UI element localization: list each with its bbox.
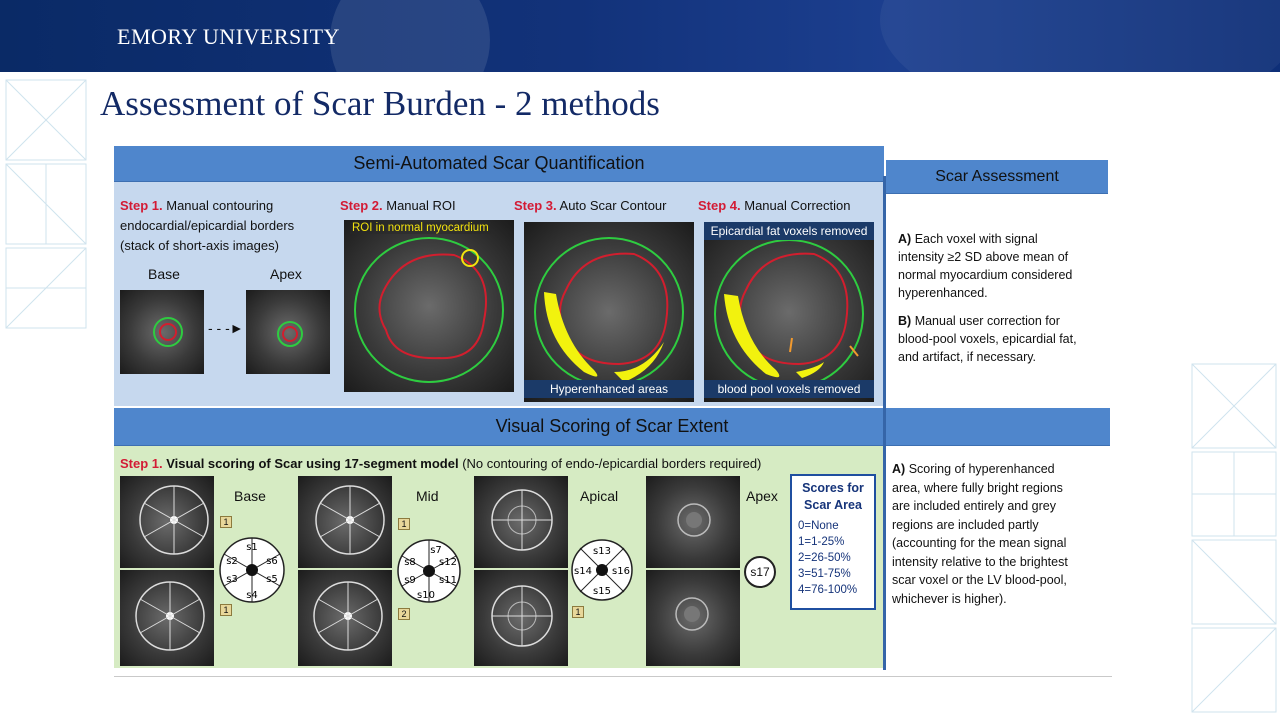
visual-scoring-description: A) Scoring of hyperenhanced area, where fully bright regions are included entirely and grey regions are included partly (accounting for the mean signal intensity relative to the brightest scar voxel or the LV blood-pool, whichever is higher). [892,462,1068,606]
segment-label: s13 [593,546,611,557]
step4-top-overlay: Epicardial fat voxels removed [704,222,874,240]
roi-overlay-label: ROI in normal myocardium [352,222,489,234]
segment-label: s8 [404,557,416,568]
apex-level-mri-bottom [646,570,740,666]
mid-level-mri-bottom [298,570,392,666]
step4-caption: blood pool voxels removed [704,380,874,398]
step3-title: Step 3. Auto Scar Contour [514,198,667,213]
apical-bullseye [570,538,634,602]
scores-legend: Scores for Scar Area 0=None 1=1-25% 2=26-50% 3=51-75% 4=76-100% [790,474,876,610]
scar-assessment-header: Scar Assessment [886,160,1108,194]
assessment-b-text: B) Manual user correction for blood-pool voxels, epicardial fat, and artifact, if necessary. [898,314,1077,364]
step2-mri-image [344,220,514,392]
slide-title: Assessment of Scar Burden - 2 methods [100,84,660,123]
segment-label: s16 [612,566,630,577]
segment-label: s10 [417,590,435,601]
base-mri-image [120,290,204,374]
score-marker: 1 [220,604,232,616]
segment-label: s7 [430,545,442,556]
university-logo-text: EMORY UNIVERSITY [117,24,340,49]
score-item: 0=None [798,520,839,532]
score-marker: 1 [398,518,410,530]
apex-level-mri-top [646,476,740,568]
segment-label: s3 [226,574,238,585]
apical-level-label: Apical [580,488,619,504]
segment-label: s15 [593,586,611,597]
decorative-pattern-left [0,72,92,334]
base-level-mri-bottom [120,570,214,666]
score-marker: 1 [220,516,232,528]
score-marker: 1 [572,606,584,618]
apex-label: Apex [270,266,302,282]
apex-mri-image [246,290,330,374]
segment-label: s1 [246,542,258,553]
score-marker: 2 [398,608,410,620]
step4-title: Step 4. Manual Correction [698,198,851,213]
footer-rule [114,676,1112,677]
score-item: 1=1-25% [798,536,845,548]
segment-label: s4 [246,590,258,601]
mid-level-label: Mid [416,488,439,504]
segment-label: s14 [574,566,592,577]
base-level-mri-top [120,476,214,568]
assessment-a-text: A) Each voxel with signal intensity ≥2 SD above mean of normal myocardium considered hyperenhanced. [898,232,1073,300]
apical-level-mri-bottom [474,570,568,666]
mid-level-mri-top [298,476,392,568]
score-item: 2=26-50% [798,552,851,564]
step4-mri-image [704,222,874,402]
base-bullseye [218,536,286,604]
base-level-label: Base [234,488,266,504]
segment-label: s11 [439,575,457,586]
score-item: 3=51-75% [798,568,851,580]
step3-mri-image [524,222,694,402]
apex-level-label: Apex [746,488,778,504]
segment-label: s2 [226,556,238,567]
segment-label: s12 [439,557,457,568]
banner-decoration [330,0,490,72]
segment-label: s9 [404,575,416,586]
semi-auto-header: Semi-Automated Scar Quantification [114,146,884,182]
segment-label: s6 [266,556,278,567]
apex-segment: s17 [744,556,776,588]
mid-bullseye [396,538,462,604]
arrow-icon: - - -► [208,320,244,336]
step1-text: Step 1. Manual contouring endocardial/epicardial borders (stack of short-axis images) [120,198,295,253]
decorative-pattern-right [1188,360,1280,720]
panel-divider [883,176,886,670]
base-label: Base [148,266,180,282]
visual-scoring-header: Visual Scoring of Scar Extent [114,408,1110,446]
segment-label: s5 [266,574,278,585]
figure-panel [114,146,1110,670]
visual-step1-text: Step 1. Visual scoring of Scar using 17-segment model (No contouring of endo-/epicardial borders required) [120,456,762,471]
apical-level-mri-top [474,476,568,568]
step2-title: Step 2. Manual ROI [340,198,456,213]
step3-caption: Hyperenhanced areas [524,380,694,398]
score-item: 4=76-100% [798,584,858,596]
header-banner [0,0,1280,72]
banner-decoration [880,0,1280,72]
